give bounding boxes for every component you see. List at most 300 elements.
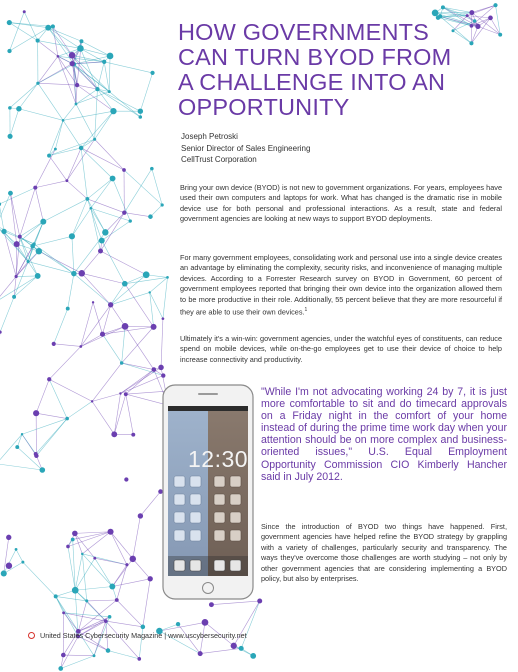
network-node bbox=[150, 71, 154, 75]
network-node bbox=[438, 14, 442, 18]
network-line bbox=[0, 188, 35, 205]
network-line bbox=[23, 562, 56, 596]
network-line bbox=[82, 251, 101, 273]
network-node bbox=[15, 445, 19, 449]
network-node bbox=[51, 24, 55, 28]
network-line bbox=[35, 181, 67, 188]
network-line bbox=[63, 104, 76, 120]
network-node bbox=[469, 10, 474, 15]
network-node bbox=[257, 599, 262, 604]
network-line bbox=[38, 56, 58, 83]
network-line bbox=[80, 48, 97, 89]
dock-icon bbox=[214, 560, 225, 571]
network-node bbox=[138, 108, 143, 113]
network-line bbox=[133, 516, 141, 559]
network-line bbox=[17, 434, 22, 447]
network-node bbox=[102, 229, 108, 235]
network-line bbox=[102, 326, 125, 334]
network-node bbox=[6, 535, 11, 540]
network-line bbox=[20, 188, 36, 237]
network-line bbox=[76, 85, 77, 104]
app-icon bbox=[214, 476, 225, 487]
network-node bbox=[441, 5, 445, 9]
network-line bbox=[163, 277, 168, 318]
network-line bbox=[16, 276, 38, 277]
network-node bbox=[33, 186, 37, 190]
network-node bbox=[108, 615, 112, 619]
network-line bbox=[143, 579, 150, 627]
network-node bbox=[65, 417, 69, 421]
network-node bbox=[99, 238, 105, 244]
network-node bbox=[62, 119, 65, 122]
title-line: CAN TURN BYOD FROM bbox=[178, 44, 452, 70]
network-line bbox=[200, 648, 241, 653]
network-line bbox=[38, 41, 58, 57]
network-node bbox=[176, 622, 180, 626]
network-line bbox=[81, 148, 124, 170]
network-node bbox=[52, 342, 56, 346]
network-node bbox=[69, 52, 76, 59]
network-line bbox=[20, 237, 38, 276]
network-node bbox=[14, 241, 20, 247]
network-node bbox=[137, 657, 141, 661]
network-line bbox=[87, 600, 117, 601]
network-node bbox=[0, 330, 2, 333]
network-node bbox=[79, 345, 82, 348]
app-icon bbox=[174, 512, 185, 523]
network-line bbox=[211, 601, 259, 605]
author-name: Joseph Petroski bbox=[181, 132, 238, 141]
network-node bbox=[109, 584, 115, 590]
network-line bbox=[75, 586, 112, 590]
network-line bbox=[82, 532, 110, 554]
network-line bbox=[10, 28, 49, 51]
network-line bbox=[0, 204, 4, 231]
network-node bbox=[115, 598, 119, 602]
network-node bbox=[143, 271, 150, 278]
network-node bbox=[16, 106, 21, 111]
network-node bbox=[104, 619, 108, 623]
paragraph-forrester bbox=[180, 253, 502, 318]
network-line bbox=[38, 83, 77, 85]
network-node bbox=[122, 210, 126, 214]
network-node bbox=[36, 248, 42, 254]
network-line bbox=[122, 326, 125, 363]
network-node bbox=[158, 365, 163, 370]
network-node bbox=[108, 529, 114, 535]
network-line bbox=[48, 28, 72, 56]
network-node bbox=[107, 53, 114, 60]
network-line bbox=[161, 319, 163, 368]
network-line bbox=[125, 284, 154, 327]
network-node bbox=[71, 271, 77, 277]
network-line bbox=[64, 613, 79, 632]
phone-clock: 12:30 bbox=[188, 446, 249, 472]
network-line bbox=[152, 169, 162, 205]
network-node bbox=[6, 563, 12, 569]
network-line bbox=[109, 56, 110, 92]
network-node bbox=[100, 332, 105, 337]
network-line bbox=[124, 170, 162, 205]
network-node bbox=[72, 531, 78, 537]
network-node bbox=[209, 602, 214, 607]
app-icon bbox=[230, 494, 241, 505]
network-node bbox=[12, 295, 16, 299]
network-line bbox=[124, 169, 152, 213]
network-line bbox=[81, 302, 93, 346]
network-line bbox=[472, 5, 496, 12]
network-node bbox=[125, 563, 128, 566]
network-node bbox=[47, 377, 51, 381]
app-icon bbox=[190, 530, 201, 541]
network-line bbox=[49, 379, 92, 401]
network-node bbox=[79, 39, 83, 43]
network-line bbox=[54, 344, 81, 347]
network-line bbox=[81, 148, 87, 199]
network-node bbox=[85, 197, 89, 201]
app-icon bbox=[214, 530, 225, 541]
network-node bbox=[23, 10, 26, 13]
network-line bbox=[105, 213, 124, 233]
network-line bbox=[10, 109, 19, 137]
network-line bbox=[53, 27, 58, 57]
target-icon bbox=[28, 632, 35, 639]
network-line bbox=[467, 16, 490, 18]
network-node bbox=[150, 167, 154, 171]
network-node bbox=[149, 291, 151, 293]
network-line bbox=[111, 275, 147, 305]
app-icon bbox=[214, 494, 225, 505]
network-node bbox=[40, 467, 46, 473]
network-node bbox=[1, 229, 6, 234]
network-node bbox=[77, 45, 84, 52]
network-node bbox=[8, 134, 13, 139]
network-line bbox=[16, 549, 23, 562]
network-node bbox=[162, 317, 165, 320]
network-node bbox=[66, 307, 70, 311]
network-line bbox=[125, 326, 154, 327]
network-node bbox=[75, 103, 78, 106]
network-line bbox=[33, 236, 72, 246]
network-line bbox=[114, 394, 126, 434]
network-node bbox=[151, 324, 157, 330]
dock-icon bbox=[190, 560, 201, 571]
network-line bbox=[95, 558, 113, 586]
network-line bbox=[34, 222, 43, 244]
network-line bbox=[63, 111, 113, 120]
dock-icon bbox=[230, 560, 241, 571]
network-node bbox=[62, 611, 65, 614]
network-line bbox=[49, 156, 67, 181]
network-line bbox=[81, 41, 110, 56]
network-line bbox=[82, 273, 125, 283]
network-line bbox=[0, 434, 22, 464]
network-line bbox=[64, 613, 110, 617]
network-line bbox=[150, 205, 162, 217]
network-node bbox=[69, 233, 75, 239]
network-line bbox=[92, 394, 120, 402]
app-icon bbox=[214, 512, 225, 523]
network-line bbox=[19, 83, 38, 109]
network-node bbox=[79, 270, 86, 277]
network-node bbox=[148, 576, 153, 581]
network-line bbox=[102, 305, 110, 334]
network-line bbox=[0, 464, 42, 470]
network-line bbox=[36, 379, 49, 413]
network-line bbox=[81, 148, 112, 179]
network-line bbox=[102, 334, 121, 363]
network-node bbox=[35, 273, 41, 279]
author-company: CellTrust Corporation bbox=[181, 155, 257, 164]
network-node bbox=[129, 219, 132, 222]
network-line bbox=[55, 120, 63, 149]
network-line bbox=[122, 363, 154, 370]
network-line bbox=[117, 565, 127, 600]
network-node bbox=[110, 176, 116, 182]
article-title bbox=[178, 20, 508, 120]
network-node bbox=[1, 570, 7, 576]
network-node bbox=[71, 538, 75, 542]
network-node bbox=[130, 556, 136, 562]
network-line bbox=[78, 621, 105, 631]
network-node bbox=[8, 106, 12, 110]
author-block bbox=[181, 131, 310, 166]
network-node bbox=[161, 373, 165, 377]
network-node bbox=[72, 587, 79, 594]
network-node bbox=[47, 154, 51, 158]
network-line bbox=[92, 363, 122, 401]
network-node bbox=[45, 25, 51, 31]
dock-icon bbox=[174, 560, 185, 571]
network-node bbox=[122, 281, 128, 287]
network-node bbox=[33, 410, 39, 416]
app-icon bbox=[190, 512, 201, 523]
network-line bbox=[76, 89, 97, 104]
network-line bbox=[117, 600, 143, 627]
network-line bbox=[81, 334, 103, 346]
network-node bbox=[138, 513, 143, 518]
network-node bbox=[7, 20, 12, 25]
app-icon bbox=[230, 530, 241, 541]
network-node bbox=[98, 249, 103, 254]
app-icon bbox=[190, 476, 201, 487]
network-line bbox=[80, 48, 110, 55]
network-node bbox=[93, 654, 96, 657]
network-node bbox=[432, 9, 439, 16]
network-line bbox=[36, 413, 67, 418]
network-node bbox=[493, 3, 497, 7]
network-line bbox=[43, 199, 87, 222]
app-icon bbox=[174, 530, 185, 541]
network-node bbox=[148, 214, 153, 219]
network-node bbox=[34, 452, 38, 456]
network-node bbox=[108, 90, 111, 93]
app-icon bbox=[230, 476, 241, 487]
network-node bbox=[166, 276, 169, 279]
network-node bbox=[18, 235, 22, 239]
network-line bbox=[87, 199, 101, 241]
network-line bbox=[106, 621, 143, 627]
paragraph-win-win: Ultimately it's a win-win: government agencies, under the watchful eyes of constituents, can reduce spend on mobile devices, while on-the-go employees get to use their device of choice to help increase connectivity and productivity. bbox=[180, 334, 502, 364]
app-icon bbox=[190, 494, 201, 505]
network-line bbox=[114, 394, 120, 435]
network-line bbox=[241, 601, 260, 648]
network-line bbox=[82, 273, 111, 304]
network-node bbox=[54, 594, 58, 598]
network-node bbox=[21, 561, 24, 564]
network-line bbox=[111, 305, 125, 327]
network-node bbox=[81, 553, 84, 556]
network-line bbox=[22, 434, 36, 454]
footnote-mark: 1 bbox=[304, 307, 308, 314]
network-line bbox=[112, 579, 150, 587]
network-line bbox=[56, 596, 64, 612]
network-node bbox=[108, 302, 113, 307]
network-node bbox=[58, 666, 63, 671]
network-node bbox=[54, 148, 57, 151]
network-node bbox=[110, 108, 116, 114]
network-line bbox=[126, 370, 154, 395]
network-line bbox=[111, 292, 150, 304]
title-line: A CHALLENGE INTO AN bbox=[178, 69, 446, 95]
network-node bbox=[27, 260, 30, 263]
network-line bbox=[67, 148, 81, 181]
network-node bbox=[95, 87, 99, 91]
network-node bbox=[106, 648, 111, 653]
network-line bbox=[10, 12, 25, 51]
network-line bbox=[97, 89, 113, 111]
network-node bbox=[65, 179, 68, 182]
paragraph-forrester-text: For many government employees, consolidating work and personal use into a single device creates an advantage by eliminating the complexity, security risks, and inconvenience of managing multiple devices. According to a Forrester Research survey on BYOD in Government, 60 percent of government employees reported that bringing their own device into the organization allowed them to be more productive in their role. Additionally, 55 percent believe that they are more resourceful if they are able to use their own devices. bbox=[180, 253, 502, 317]
author-role: Senior Director of Sales Engineering bbox=[181, 143, 311, 153]
network-line bbox=[72, 236, 74, 273]
paragraph-since-introduction: Since the introduction of BYOD two things have happened. First, government agencies have helped refine the BYOD strategy by grappling with a variety of challenges, particularly security and transparency. The ways they've overcome those challenges are worth studying – not only by other government agencies that are considering implementing a BYOD policy, but also by enterprises. bbox=[261, 522, 507, 584]
network-node bbox=[152, 367, 157, 372]
network-line bbox=[113, 178, 131, 221]
network-node bbox=[7, 49, 11, 53]
app-icon bbox=[230, 512, 241, 523]
network-line bbox=[54, 309, 68, 344]
app-icon bbox=[174, 494, 185, 505]
network-line bbox=[87, 199, 105, 232]
network-node bbox=[15, 275, 18, 278]
network-line bbox=[49, 379, 67, 418]
network-line bbox=[67, 139, 95, 180]
network-node bbox=[466, 14, 469, 17]
network-line bbox=[63, 120, 81, 148]
network-node bbox=[89, 207, 92, 210]
network-node bbox=[91, 400, 93, 402]
network-node bbox=[15, 548, 18, 551]
network-node bbox=[0, 202, 1, 206]
network-node bbox=[119, 392, 121, 394]
network-node bbox=[239, 646, 244, 651]
network-node bbox=[250, 653, 256, 659]
network-node bbox=[75, 83, 79, 87]
network-node bbox=[61, 653, 66, 658]
network-line bbox=[49, 346, 81, 379]
network-line bbox=[125, 326, 154, 369]
smartphone-illustration bbox=[162, 384, 254, 600]
network-node bbox=[122, 323, 129, 330]
network-line bbox=[61, 656, 94, 669]
network-node bbox=[202, 619, 209, 626]
network-line bbox=[67, 401, 92, 418]
network-node bbox=[92, 301, 94, 303]
network-line bbox=[122, 363, 164, 376]
network-line bbox=[92, 401, 114, 434]
network-line bbox=[35, 188, 43, 222]
network-node bbox=[93, 138, 96, 141]
network-line bbox=[140, 492, 160, 516]
footer-text: United States Cybersecurity Magazine | www.uscybersecurity.net bbox=[40, 631, 247, 640]
network-node bbox=[231, 643, 237, 649]
network-line bbox=[133, 559, 150, 579]
pull-quote: "While I'm not advocating working 24 by 7, it is just more comfortable to sit and do timecard approvals on a Friday night in the comfort of your home instead of during the prime time work day when your attention should be on more complex and business-oriented issues," U.S. Equal Employment Opportunity Commission CIO Kimberly Hancher said in July 2012. bbox=[261, 386, 507, 483]
network-line bbox=[72, 208, 91, 236]
network-line bbox=[150, 292, 163, 318]
paragraph-intro: Bring your own device (BYOD) is not new to government organizations. For years, employees have used their own computers and laptops for work. What has changed is the dramatic rise in mobile device use for both personal and professional interactions. As a result, state and federal government agencies are looking at new ways to support BYOD deployments. bbox=[180, 183, 502, 224]
network-node bbox=[57, 55, 60, 58]
network-line bbox=[76, 104, 95, 139]
network-node bbox=[131, 433, 135, 437]
network-line bbox=[68, 274, 74, 309]
network-node bbox=[141, 625, 146, 630]
network-node bbox=[93, 557, 96, 560]
network-node bbox=[198, 651, 203, 656]
network-node bbox=[102, 60, 106, 64]
network-node bbox=[124, 477, 128, 481]
network-node bbox=[70, 61, 75, 66]
network-line bbox=[74, 274, 111, 305]
app-icon bbox=[174, 476, 185, 487]
network-line bbox=[112, 565, 127, 587]
network-line bbox=[95, 111, 114, 139]
network-node bbox=[66, 545, 70, 549]
network-node bbox=[40, 219, 46, 225]
network-line bbox=[97, 89, 140, 111]
network-line bbox=[108, 651, 139, 659]
network-node bbox=[124, 392, 128, 396]
network-node bbox=[8, 191, 13, 196]
network-node bbox=[36, 39, 40, 43]
network-node bbox=[32, 242, 35, 245]
title-line: HOW GOVERNMENTS bbox=[178, 19, 430, 45]
network-node bbox=[36, 82, 39, 85]
network-node bbox=[21, 433, 23, 435]
network-line bbox=[10, 83, 38, 108]
network-line bbox=[0, 297, 14, 332]
network-line bbox=[95, 558, 127, 565]
network-line bbox=[14, 276, 38, 297]
network-line bbox=[104, 62, 152, 73]
network-line bbox=[140, 73, 152, 111]
network-line bbox=[111, 532, 127, 565]
network-node bbox=[161, 203, 164, 206]
network-node bbox=[120, 361, 123, 364]
network-line bbox=[0, 193, 10, 226]
network-line bbox=[126, 394, 133, 434]
network-node bbox=[122, 168, 126, 172]
network-node bbox=[139, 115, 143, 119]
network-line bbox=[72, 199, 87, 236]
network-node bbox=[111, 431, 117, 437]
title-line: OPPORTUNITY bbox=[178, 94, 350, 120]
network-node bbox=[85, 599, 88, 602]
network-node bbox=[79, 146, 84, 151]
network-line bbox=[67, 181, 87, 199]
network-line bbox=[101, 251, 147, 275]
